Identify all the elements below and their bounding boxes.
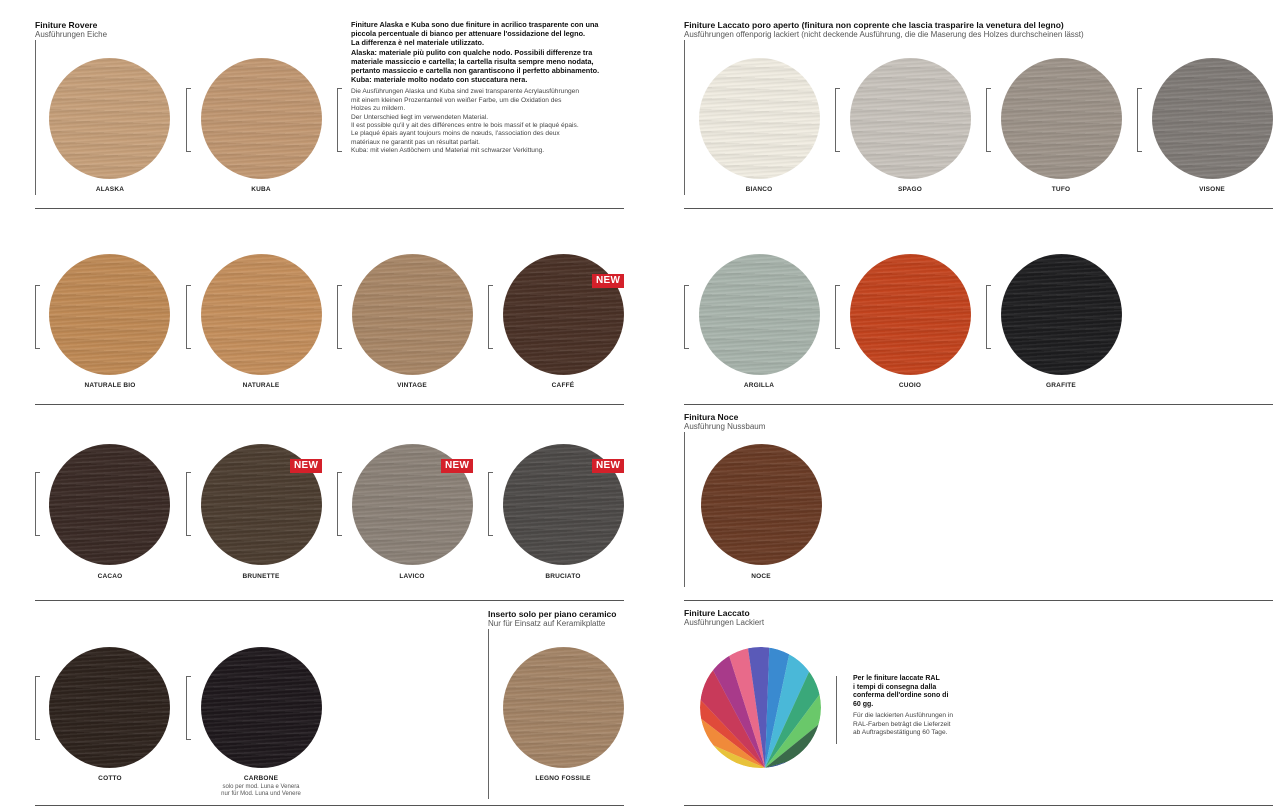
bracket-mark (986, 285, 991, 349)
swatch-label: VINTAGE (397, 382, 427, 389)
ral-it-line: i tempi di consegna dalla (853, 683, 937, 691)
swatch-caffe (503, 254, 624, 375)
section-title-noce: Finitura Noce (684, 412, 739, 422)
desc-it-line: Alaska: materiale più pulito con qualche nodo. Possibili differenze tra (351, 47, 593, 57)
new-badge: NEW (592, 274, 624, 288)
swatch-spago (850, 58, 971, 179)
ral-it-line: 60 gg. (853, 700, 874, 708)
swatch-label: VISONE (1199, 186, 1225, 193)
swatch-alaska (49, 58, 170, 179)
section-divider (35, 208, 624, 209)
bracket-mark (835, 285, 840, 349)
ral-note (853, 675, 1003, 738)
swatch-noce (701, 444, 822, 565)
bracket-mark (1137, 88, 1142, 152)
section-bracket (684, 432, 685, 587)
swatch-grafite (1001, 254, 1122, 375)
section-bracket (684, 40, 685, 195)
section-subtitle-ceramic: Nur für Einsatz auf Keramikplatte (488, 619, 606, 628)
swatch-label: SPAGO (898, 186, 922, 193)
bracket-mark (986, 88, 991, 152)
swatch-label: NATURALE (242, 382, 280, 389)
desc-it-line: pertanto massiccio e cartella non garantiscono il perfetto abbinamento. (351, 66, 600, 76)
bracket-mark (186, 88, 191, 152)
section-divider (684, 600, 1273, 601)
bracket-mark (337, 472, 342, 536)
swatch-label: TUFO (1051, 186, 1071, 193)
alaska-kuba-description (351, 20, 636, 156)
swatch-naturale-bio (49, 254, 170, 375)
section-subtitle-laccato-poro: Ausführungen offenporig lackiert (nicht deckende Ausführung, die die Maserung des Holzes durchscheinen lässt) (684, 30, 1084, 39)
desc-it-line: Finiture Alaska e Kuba sono due finiture in acrilico trasparente con una (351, 20, 599, 29)
bracket-mark (35, 285, 40, 349)
section-subtitle-rovere: Ausführungen Eiche (35, 30, 108, 39)
desc-de-line: Der Unterschied liegt im verwendeten Material. (351, 113, 489, 121)
section-divider (35, 805, 624, 806)
desc-de-line: Le plaqué épais ayant toujours moins de nœuds, l'association des deux (351, 130, 560, 138)
swatch-label: NOCE (751, 573, 771, 580)
section-bracket (488, 629, 489, 799)
bracket-mark (488, 472, 493, 536)
swatch-label: CUOIO (898, 382, 922, 389)
ral-de-line: RAL-Farben beträgt die Lieferzeit (853, 720, 951, 728)
bracket-mark (186, 472, 191, 536)
desc-it-line: piccola percentuale di bianco per attenuare l'ossidazione del legno. (351, 29, 586, 39)
bracket-mark (35, 472, 40, 536)
desc-de-line: Il est possible qu'il y ait des différences entre le bois massif et le plaqué épais. (351, 122, 579, 130)
swatch-label: KUBA (251, 186, 271, 193)
section-divider (684, 208, 1273, 209)
bracket-mark (488, 285, 493, 349)
new-badge: NEW (290, 459, 322, 473)
swatch-label: ALASKA (95, 186, 125, 193)
swatch-carbone (201, 647, 322, 768)
new-badge: NEW (441, 459, 473, 473)
section-title-rovere: Finiture Rovere (35, 20, 98, 30)
swatch-note: nur für Mod. Luna und Venere (221, 791, 301, 797)
swatch-label: BIANCO (745, 186, 773, 193)
desc-de-line: matériaux ne garantit pas un résultat parfait. (351, 138, 481, 146)
swatch-label: NATURALE BIO (84, 382, 136, 389)
swatch-label: LAVICO (399, 573, 425, 580)
swatch-label: LEGNO FOSSILE (535, 775, 591, 782)
desc-it-line: Kuba: materiale molto nodato con stuccatura nera. (351, 75, 528, 85)
swatch-tufo (1001, 58, 1122, 179)
bracket-mark (186, 676, 191, 740)
swatch-visone (1152, 58, 1273, 179)
desc-de-line: mit einem kleinen Prozentanteil von weißer Farbe, um die Oxidation des (351, 96, 562, 104)
section-divider (684, 805, 1273, 806)
desc-de-line: Holzes zu mildern. (351, 105, 406, 113)
ral-color-fan-swatch (700, 647, 821, 768)
section-subtitle-laccato: Ausführungen Lackiert (684, 618, 765, 627)
ral-it-line: conferma dell'ordine sono di (853, 692, 949, 700)
ral-note-divider (836, 676, 837, 744)
section-subtitle-noce: Ausführung Nussbaum (684, 422, 766, 431)
swatch-cacao (49, 444, 170, 565)
desc-de-line: Kuba: mit vielen Astlöchern und Material mit schwarzer Verkittung. (351, 147, 545, 155)
bracket-mark (337, 88, 342, 152)
swatch-note: solo per mod. Luna e Venera (222, 784, 300, 790)
swatch-label: ARGILLA (743, 382, 775, 389)
swatch-cotto (49, 647, 170, 768)
swatch-naturale (201, 254, 322, 375)
ral-de-line: Für die lackierten Ausführungen in (853, 712, 954, 720)
new-badge: NEW (592, 459, 624, 473)
swatch-label: CARBONE (243, 775, 279, 782)
ral-it-line: Per le finiture laccate RAL (853, 675, 940, 682)
swatch-argilla (699, 254, 820, 375)
bracket-mark (337, 285, 342, 349)
desc-it-line: materiale massiccio e cartella; la cartella risulta sempre meno nodata, (351, 56, 594, 66)
swatch-label: GRAFITE (1046, 382, 1076, 389)
swatch-label: CAFFÉ (551, 382, 575, 389)
section-divider (684, 404, 1273, 405)
section-title-laccato-poro: Finiture Laccato poro aperto (finitura non coprente che lascia trasparire la venetura del legno) (684, 20, 1064, 30)
swatch-vintage (352, 254, 473, 375)
bracket-mark (186, 285, 191, 349)
section-divider (35, 404, 624, 405)
swatch-label: CACAO (97, 573, 123, 580)
section-divider (35, 600, 624, 601)
swatch-label: COTTO (98, 775, 122, 782)
section-title-laccato: Finiture Laccato (684, 608, 750, 618)
ral-de-line: ab Auftragsbestätigung 60 Tage. (853, 729, 948, 737)
section-title-ceramic: Inserto solo per piano ceramico (488, 609, 617, 619)
desc-it-line: La differenza è nel materiale utilizzato. (351, 38, 485, 48)
bracket-mark (684, 285, 689, 349)
bracket-mark (835, 88, 840, 152)
swatch-kuba (201, 58, 322, 179)
swatch-label: BRUNETTE (242, 573, 280, 580)
swatch-cuoio (850, 254, 971, 375)
desc-de-line: Die Ausführungen Alaska und Kuba sind zwei transparente Acrylausführungen (351, 88, 579, 96)
swatch-label: BRUCIATO (545, 573, 581, 580)
section-bracket (35, 40, 36, 195)
swatch-legno-fossile (503, 647, 624, 768)
bracket-mark (35, 676, 40, 740)
swatch-bianco (699, 58, 820, 179)
